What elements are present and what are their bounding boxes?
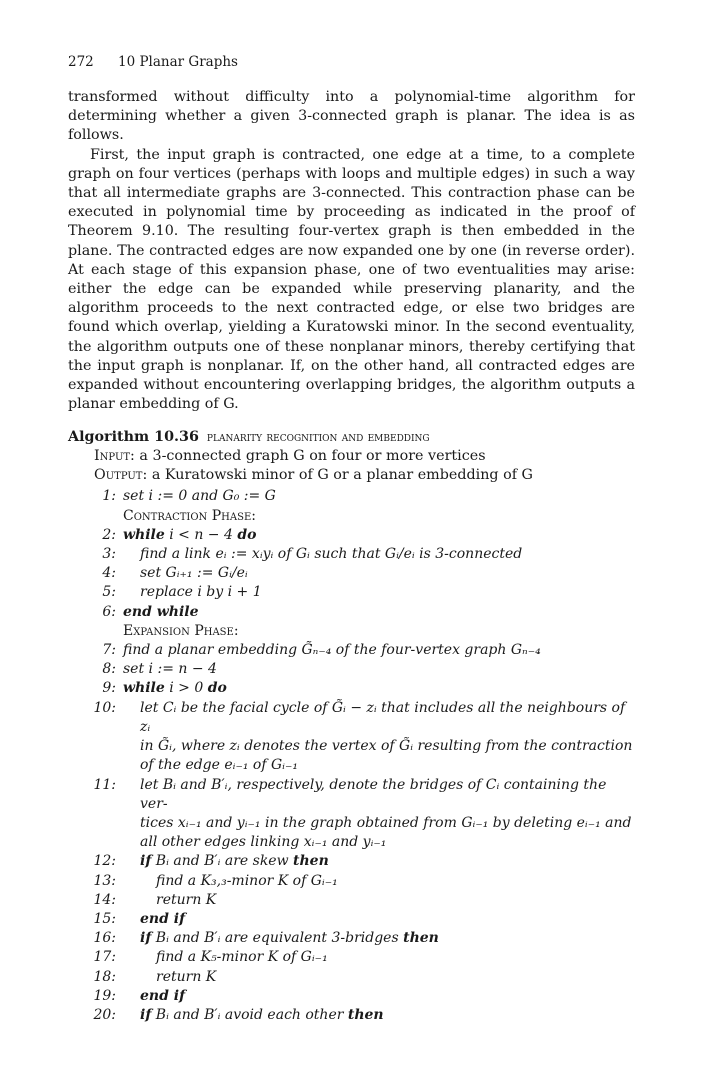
line-number: 14: bbox=[93, 891, 116, 908]
line-number: 20: bbox=[93, 1006, 116, 1023]
paragraph: First, the input graph is contracted, one edge at a time, to a complete graph on four vertices (perhaps with loops and multiple edges) in such a way that all intermediate graphs are 3-connected. This contraction phase can be executed in polynomial time by proceeding as indicated in the proof of Theorem 9.10. The resulting four-vertex graph is then embedded in the plane. The contracted edges are now expanded one by one (in reverse order). At each stage of this expansion phase, one of two eventualities may arise: either the edge can be expanded while preserving planarity, and the algorithm proceeds to the next contracted edge, or else two bridges are found which overlap, yielding a Kuratowski minor. In the second eventuality, the algorithm outputs one of these nonplanar minors, thereby certifying that the input graph is nonplanar. If, on the other hand, all contracted edges are expanded without encountering overlapping bridges, the algorithm outputs a planar embedding of G. bbox=[68, 146, 635, 413]
output-text: a Kuratowski minor of G or a planar embedding of G bbox=[151, 467, 533, 484]
algorithm-heading bbox=[68, 428, 635, 447]
line-number: 4: bbox=[102, 565, 116, 582]
line-text: if Bᵢ and B′ᵢ are skew then bbox=[140, 853, 329, 870]
line-text: let Cᵢ be the facial cycle of G̃ᵢ − zᵢ that includes all the neighbours of zᵢ bbox=[140, 699, 626, 735]
algorithm-line bbox=[68, 660, 635, 679]
line-number: 16: bbox=[93, 930, 116, 947]
algorithm-line bbox=[68, 968, 635, 987]
line-number: 2: bbox=[102, 526, 116, 543]
algorithm-line bbox=[68, 872, 635, 891]
input-label: Input: bbox=[94, 448, 135, 465]
input-text: a 3-connected graph G on four or more vertices bbox=[139, 448, 486, 465]
algorithm-line bbox=[68, 641, 635, 660]
line-text: end while bbox=[123, 603, 199, 620]
algorithm-line bbox=[68, 583, 635, 602]
line-number: 7: bbox=[102, 642, 116, 659]
line-text: if Bᵢ and B′ᵢ are equivalent 3-bridges then bbox=[140, 930, 439, 947]
line-number: 10: bbox=[93, 699, 116, 716]
algorithm-line bbox=[68, 564, 635, 583]
line-text: while i < n − 4 do bbox=[123, 526, 257, 543]
line-number: 18: bbox=[93, 968, 116, 985]
algorithm-line bbox=[68, 776, 635, 814]
output-label: Output: bbox=[94, 467, 148, 484]
phase-label bbox=[68, 507, 635, 526]
line-text: all other edges linking xᵢ₋₁ and yᵢ₋₁ bbox=[140, 834, 387, 851]
line-number: 3: bbox=[102, 546, 116, 563]
line-number: 12: bbox=[93, 853, 116, 870]
line-text: end if bbox=[140, 910, 186, 927]
algorithm-line bbox=[68, 891, 635, 910]
line-text: find a planar embedding G̃ₙ₋₄ of the four-vertex graph Gₙ₋₄ bbox=[123, 642, 541, 659]
line-text: tices xᵢ₋₁ and yᵢ₋₁ in the graph obtained from Gᵢ₋₁ by deleting eᵢ₋₁ and bbox=[140, 814, 632, 831]
line-text: end if bbox=[140, 987, 186, 1004]
line-number: 11: bbox=[93, 776, 116, 793]
algorithm-line bbox=[68, 833, 635, 852]
algorithm-line bbox=[68, 948, 635, 967]
line-number: 17: bbox=[93, 949, 116, 966]
line-text: in G̃ᵢ, where zᵢ denotes the vertex of G̃ᵢ resulting from the contraction bbox=[140, 738, 633, 755]
line-text: replace i by i + 1 bbox=[140, 584, 262, 601]
algorithm-line bbox=[68, 929, 635, 948]
algorithm-line bbox=[68, 737, 635, 756]
line-number: 1: bbox=[102, 488, 116, 505]
line-number: 8: bbox=[102, 661, 116, 678]
algorithm-line bbox=[68, 679, 635, 698]
page bbox=[68, 54, 635, 1025]
algorithm-line bbox=[68, 756, 635, 775]
algorithm-number: Algorithm 10.36 bbox=[68, 429, 199, 446]
line-number: 5: bbox=[102, 584, 116, 601]
algorithm-input bbox=[94, 447, 635, 466]
line-number: 19: bbox=[93, 987, 116, 1004]
body-text bbox=[68, 88, 635, 414]
algorithm-line bbox=[68, 1006, 635, 1025]
algorithm-line bbox=[68, 699, 635, 737]
page-number: 272 bbox=[68, 54, 94, 70]
algorithm-line bbox=[68, 545, 635, 564]
algorithm-line bbox=[68, 487, 635, 506]
algorithm-line bbox=[68, 603, 635, 622]
line-text: set Gᵢ₊₁ := Gᵢ/eᵢ bbox=[140, 565, 248, 582]
line-text: if Bᵢ and B′ᵢ avoid each other then bbox=[140, 1006, 384, 1023]
phase-label bbox=[68, 622, 635, 641]
line-number: 13: bbox=[93, 872, 116, 889]
algorithm-line bbox=[68, 852, 635, 871]
line-number: 9: bbox=[102, 680, 116, 697]
line-text: let Bᵢ and B′ᵢ, respectively, denote the bridges of Cᵢ containing the ver- bbox=[140, 776, 607, 812]
line-text: find a K₃,₃-minor K of Gᵢ₋₁ bbox=[156, 872, 338, 889]
algorithm-steps bbox=[68, 487, 635, 1025]
line-text: of the edge eᵢ₋₁ of Gᵢ₋₁ bbox=[140, 757, 298, 774]
line-text: set i := n − 4 bbox=[123, 661, 217, 678]
line-text: find a K₅-minor K of Gᵢ₋₁ bbox=[156, 949, 328, 966]
line-text: while i > 0 do bbox=[123, 680, 227, 697]
algorithm-title: planarity recognition and embedding bbox=[206, 429, 430, 446]
line-text: return K bbox=[156, 968, 217, 985]
algorithm-line bbox=[68, 526, 635, 545]
line-text: return K bbox=[156, 891, 217, 908]
line-number: 6: bbox=[102, 603, 116, 620]
line-text: Expansion Phase: bbox=[123, 622, 239, 639]
algorithm-output bbox=[94, 466, 635, 485]
line-text: find a link eᵢ := xᵢyᵢ of Gᵢ such that Gᵢ/eᵢ is 3-connected bbox=[140, 546, 523, 563]
running-header bbox=[68, 54, 635, 71]
running-title: 10 Planar Graphs bbox=[118, 54, 238, 70]
algorithm-line bbox=[68, 814, 635, 833]
paragraph: transformed without difficulty into a polynomial-time algorithm for determining whether a given 3-connected graph is planar. The idea is as follows. bbox=[68, 89, 635, 144]
line-text: Contraction Phase: bbox=[123, 507, 256, 524]
algorithm-line bbox=[68, 910, 635, 929]
line-text: set i := 0 and G₀ := G bbox=[123, 488, 276, 505]
line-number: 15: bbox=[93, 910, 116, 927]
algorithm-line bbox=[68, 987, 635, 1006]
